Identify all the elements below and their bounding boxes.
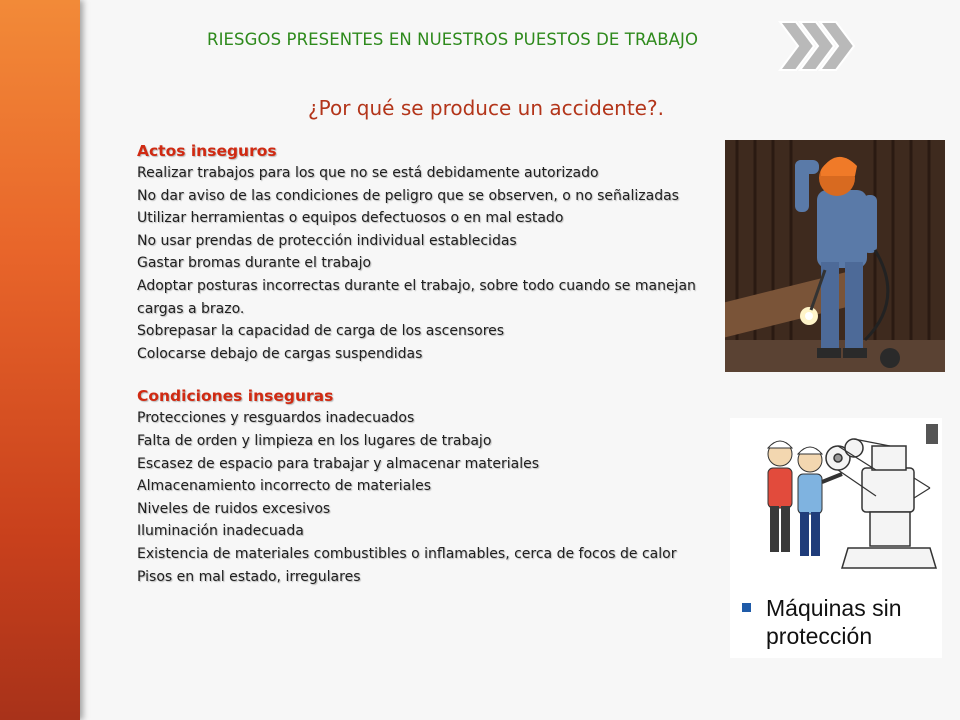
list-item: Colocarse debajo de cargas suspendidas xyxy=(137,345,423,362)
list-item: No dar aviso de las condiciones de peligro que se observen, o no señalizadas xyxy=(137,187,679,204)
list-item: No usar prendas de protección individual establecidas xyxy=(137,232,517,249)
content-text-block xyxy=(137,140,722,588)
welder-photo xyxy=(725,140,945,372)
machine-illustration-card xyxy=(730,418,942,658)
illustration-caption xyxy=(742,594,937,650)
bullet-icon xyxy=(742,603,751,612)
section-heading-condiciones: Condiciones inseguras xyxy=(137,387,334,406)
list-item: Gastar bromas durante el trabajo xyxy=(137,255,372,272)
page-title: RIESGOS PRESENTES EN NUESTROS PUESTOS DE TRABAJO xyxy=(207,30,699,49)
machine-illustration xyxy=(730,418,942,586)
list-item: Falta de orden y limpieza en los lugares de trabajo xyxy=(137,432,492,449)
side-accent-bar xyxy=(0,0,80,720)
list-item: Escasez de espacio para trabajar y almacenar materiales xyxy=(137,455,539,472)
illustration-caption-text: Máquinas sin protección xyxy=(766,595,902,649)
list-item: Existencia de materiales combustibles o inflamables, cerca de focos de calor xyxy=(137,545,677,562)
chevron-right-icon xyxy=(778,20,858,72)
section-spacer xyxy=(137,365,722,385)
list-item: Utilizar herramientas o equipos defectuosos o en mal estado xyxy=(137,210,564,227)
list-item: Sobrepasar la capacidad de carga de los ascensores xyxy=(137,323,505,340)
list-item: Niveles de ruidos excesivos xyxy=(137,500,331,517)
list-item: Adoptar posturas incorrectas durante el trabajo, sobre todo cuando se manejan cargas a brazo. xyxy=(137,277,696,317)
section-heading-actos: Actos inseguros xyxy=(137,142,277,160)
list-item: Iluminación inadecuada xyxy=(137,523,304,540)
list-item: Protecciones y resguardos inadecuados xyxy=(137,410,415,427)
list-item: Realizar trabajos para los que no se está debidamente autorizado xyxy=(137,165,599,181)
list-item: Pisos en mal estado, irregulares xyxy=(137,568,361,585)
list-item: Almacenamiento incorrecto de materiales xyxy=(137,478,432,495)
slide-question: ¿Por qué se produce un accidente?. xyxy=(308,96,664,120)
welder-photo-drawing xyxy=(725,140,945,372)
